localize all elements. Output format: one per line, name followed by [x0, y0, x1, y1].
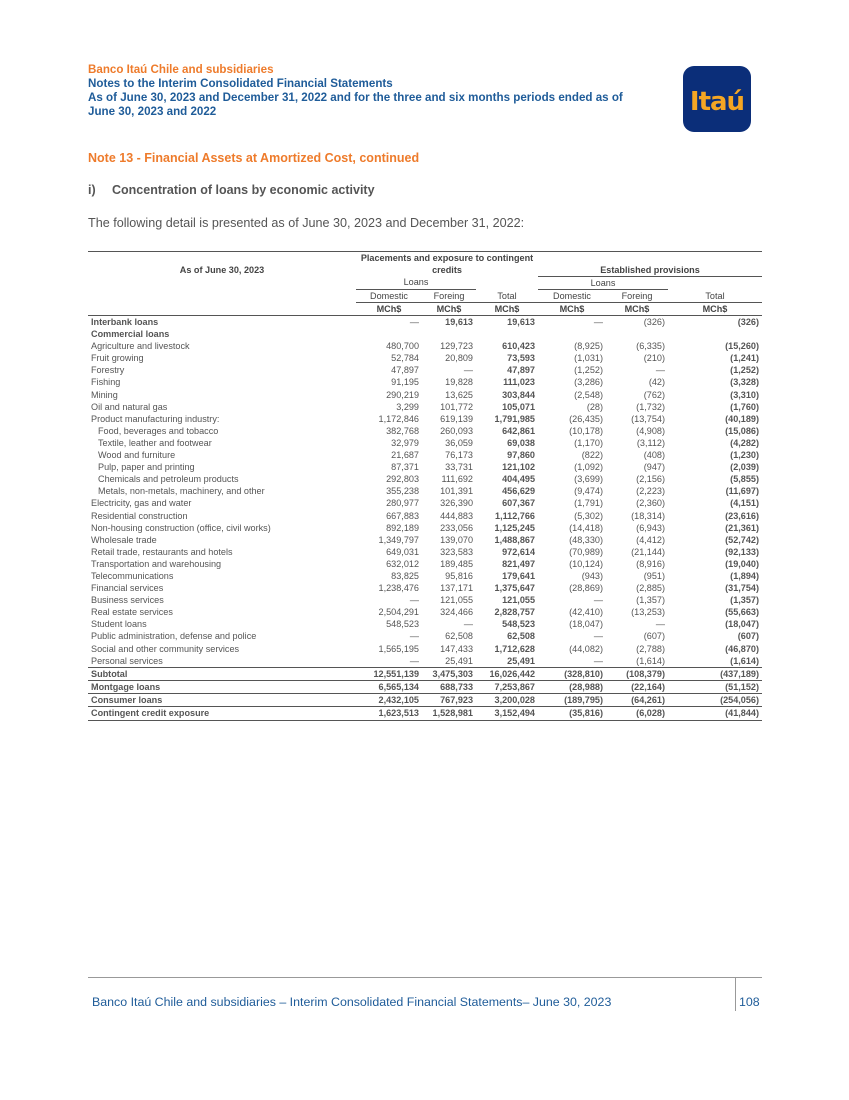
value-cell: (14,418)	[569, 522, 603, 533]
value-cell: —	[463, 365, 473, 376]
value-cell: 121,055	[502, 595, 535, 606]
unit-5: MCh$	[606, 303, 668, 316]
value-cell: (2,885)	[636, 583, 665, 594]
value-cell: 1,349,797	[378, 534, 419, 545]
row-label: Social and other community services	[91, 643, 240, 654]
value-cell: —	[409, 317, 419, 328]
commercial-header-row	[88, 329, 762, 341]
value-cell: (1,760)	[730, 401, 759, 412]
value-cell: (3,328)	[730, 377, 759, 388]
value-cell: 137,171	[440, 583, 473, 594]
value-cell: 7,253,867	[476, 681, 538, 694]
value-cell: 233,056	[440, 522, 473, 533]
commercial-row	[88, 425, 762, 437]
col-foreign: Foreing	[422, 290, 476, 303]
value-cell: (189,795)	[538, 694, 606, 707]
value-cell: (8,916)	[636, 558, 665, 569]
value-cell: —	[655, 365, 665, 376]
commercial-row	[88, 486, 762, 498]
value-cell: 21,687	[391, 450, 419, 461]
row-label: Wholesale trade	[91, 534, 157, 545]
row-label: Mining	[91, 389, 118, 400]
value-cell: (42)	[648, 377, 665, 388]
loans-subheading-2: Loans	[538, 277, 668, 290]
unit-6: MCh$	[668, 303, 762, 316]
value-cell: 62,508	[507, 631, 535, 642]
value-cell: (5,855)	[730, 474, 759, 485]
value-cell: (437,189)	[668, 668, 762, 681]
commercial-row	[88, 534, 762, 546]
unit-3: MCh$	[476, 303, 538, 316]
commercial-row	[88, 389, 762, 401]
section-number: i)	[88, 183, 96, 197]
value-cell: (2,223)	[636, 486, 665, 497]
commercial-row	[88, 607, 762, 619]
value-cell: (64,261)	[606, 694, 668, 707]
value-cell: 32,979	[391, 437, 419, 448]
value-cell: (607)	[643, 631, 665, 642]
value-cell: 767,923	[422, 694, 476, 707]
value-cell: 355,238	[386, 486, 419, 497]
commercial-row	[88, 631, 762, 643]
value-cell: 1,125,245	[494, 522, 535, 533]
commercial-row	[88, 353, 762, 365]
value-cell: 324,466	[440, 607, 473, 618]
value-cell: 33,731	[445, 462, 473, 473]
section-title-text: Concentration of loans by economic activity	[112, 183, 375, 197]
commercial-row	[88, 437, 762, 449]
unit-1: MCh$	[356, 303, 422, 316]
value-cell: (1,614)	[606, 655, 668, 668]
footer-text: Banco Itaú Chile and subsidiaries – Interim Consolidated Financial Statements– June 30, 2023	[92, 995, 612, 1009]
section-title	[88, 183, 375, 197]
commercial-row	[88, 558, 762, 570]
value-cell: (1,732)	[636, 401, 665, 412]
value-cell: (15,086)	[725, 425, 759, 436]
value-cell: 1,112,766	[495, 510, 535, 521]
value-cell: 280,977	[386, 498, 419, 509]
value-cell: (762)	[643, 389, 665, 400]
itau-logo	[683, 66, 751, 132]
value-cell: (10,178)	[569, 425, 603, 436]
value-cell: 91,195	[391, 377, 419, 388]
value-cell: 3,475,303	[422, 668, 476, 681]
row-label: Consumer loans	[88, 694, 356, 707]
commercial-row	[88, 655, 762, 668]
value-cell: 25,491	[422, 655, 476, 668]
row-label: Business services	[91, 595, 164, 606]
value-cell: (8,925)	[574, 341, 603, 352]
value-cell: (46,870)	[725, 643, 759, 654]
value-cell: (18,314)	[631, 510, 665, 521]
value-cell: (3,310)	[730, 389, 759, 400]
row-label: Oil and natural gas	[91, 401, 168, 412]
value-cell: (4,908)	[636, 425, 665, 436]
value-cell: (943)	[581, 570, 603, 581]
value-cell: 1,712,628	[494, 643, 535, 654]
row-label: Forestry	[91, 365, 125, 376]
contingent-row	[88, 707, 762, 720]
row-label: Interbank loans	[91, 317, 159, 328]
row-label: Real estate services	[91, 607, 173, 618]
value-cell: (35,816)	[538, 707, 606, 720]
subtotal-row	[88, 668, 762, 681]
value-cell: (19,040)	[725, 558, 759, 569]
value-cell: 19,828	[445, 377, 473, 388]
value-cell: 47,897	[391, 365, 419, 376]
commercial-row	[88, 570, 762, 582]
commercial-row	[88, 619, 762, 631]
value-cell: 292,803	[386, 474, 419, 485]
value-cell: 12,551,139	[356, 668, 422, 681]
mortgage-row	[88, 681, 762, 694]
value-cell: (1,031)	[574, 353, 603, 364]
col-total: Total	[476, 290, 538, 303]
value-cell: 13,625	[445, 389, 473, 400]
value-cell: 111,692	[441, 474, 473, 485]
value-cell: 326,390	[440, 498, 473, 509]
value-cell: (408)	[643, 450, 665, 461]
value-cell: (2,548)	[574, 389, 603, 400]
row-label: Electricity, gas and water	[91, 498, 192, 509]
commercial-row	[88, 450, 762, 462]
row-label: Residential construction	[91, 510, 188, 521]
value-cell: 139,070	[440, 534, 473, 545]
commercial-row	[88, 546, 762, 558]
row-label: Fruit growing	[91, 353, 144, 364]
note-title: Note 13 - Financial Assets at Amortized Cost, continued	[88, 151, 420, 165]
value-cell: 121,055	[440, 595, 473, 606]
value-cell: 189,485	[440, 558, 473, 569]
value-cell: 548,523	[386, 619, 419, 630]
value-cell: 303,844	[502, 389, 535, 400]
row-label: Student loans	[91, 619, 147, 630]
value-cell: 147,433	[440, 643, 473, 654]
value-cell: 20,809	[445, 353, 473, 364]
value-cell: 1,375,647	[494, 583, 535, 594]
value-cell: 101,391	[440, 486, 473, 497]
value-cell: —	[463, 619, 473, 630]
value-cell: 1,488,867	[494, 534, 535, 545]
value-cell: 404,495	[502, 474, 535, 485]
value-cell: 1,565,195	[378, 643, 419, 654]
value-cell: (1,252)	[574, 365, 603, 376]
value-cell: (28,869)	[569, 583, 603, 594]
value-cell: 456,629	[502, 486, 535, 497]
value-cell: 1,528,981	[422, 707, 476, 720]
value-cell: (4,412)	[636, 534, 665, 545]
value-cell: 52,784	[391, 353, 419, 364]
value-cell: (2,788)	[636, 643, 665, 654]
row-label: Transportation and warehousing	[91, 558, 222, 569]
value-cell: 607,367	[502, 498, 535, 509]
row-label: Product manufacturing industry:	[91, 413, 220, 424]
value-cell: (1,092)	[574, 462, 603, 473]
value-cell: 972,614	[502, 546, 535, 557]
value-cell: (48,330)	[569, 534, 603, 545]
value-cell: 619,139	[440, 413, 473, 424]
corner-label: As of June 30, 2023	[179, 265, 265, 276]
value-cell: 323,583	[440, 546, 473, 557]
commercial-row	[88, 401, 762, 413]
value-cell: (11,697)	[725, 486, 759, 497]
value-cell: 62,508	[445, 631, 473, 642]
value-cell: (1,230)	[730, 450, 759, 461]
value-cell: (44,082)	[569, 643, 603, 654]
value-cell: (5,302)	[574, 510, 603, 521]
intro-paragraph: The following detail is presented as of June 30, 2023 and December 31, 2022:	[88, 216, 525, 230]
commercial-row	[88, 643, 762, 655]
commercial-row	[88, 522, 762, 534]
value-cell: 290,219	[386, 389, 419, 400]
value-cell: 69,038	[507, 437, 535, 448]
value-cell: (10,124)	[569, 558, 603, 569]
value-cell: 83,825	[391, 570, 419, 581]
value-cell: (6,028)	[606, 707, 668, 720]
value-cell: (52,742)	[725, 534, 759, 545]
document-header	[88, 63, 673, 119]
value-cell: (1,170)	[574, 437, 603, 448]
value-cell: 642,861	[502, 425, 535, 436]
value-cell: (1,357)	[730, 595, 759, 606]
col-prov-total: Total	[668, 290, 762, 303]
value-cell: 1,238,476	[378, 583, 419, 594]
value-cell: (15,260)	[725, 341, 759, 352]
row-label: Textile, leather and footwear	[98, 437, 212, 448]
value-cell: (41,844)	[668, 707, 762, 720]
footer-divider	[735, 977, 736, 1011]
row-label: Public administration, defense and police	[91, 631, 257, 642]
value-cell: (4,282)	[730, 437, 759, 448]
value-cell: 19,613	[507, 317, 535, 328]
commercial-row	[88, 341, 762, 353]
value-cell: 260,093	[440, 425, 473, 436]
commercial-row	[88, 498, 762, 510]
value-cell: 1,623,513	[356, 707, 422, 720]
row-label: Fishing	[91, 377, 121, 388]
value-cell: 179,641	[502, 570, 535, 581]
value-cell: 121,102	[502, 462, 535, 473]
value-cell: (92,133)	[725, 546, 759, 557]
value-cell: (108,379)	[606, 668, 668, 681]
value-cell: (21,144)	[631, 546, 665, 557]
value-cell: 3,152,494	[476, 707, 538, 720]
value-cell: (951)	[643, 570, 665, 581]
value-cell: (9,474)	[574, 486, 603, 497]
value-cell: 548,523	[502, 619, 535, 630]
value-cell: (51,152)	[668, 681, 762, 694]
value-cell: 19,613	[445, 317, 473, 328]
value-cell: —	[356, 655, 422, 668]
value-cell: (1,791)	[574, 498, 603, 509]
group2-heading: Established provisions	[538, 264, 762, 277]
value-cell: 101,772	[440, 401, 473, 412]
value-cell: (326)	[737, 317, 759, 328]
value-cell: —	[538, 655, 606, 668]
value-cell: (13,253)	[631, 607, 665, 618]
value-cell: (22,164)	[606, 681, 668, 694]
row-label: Commercial loans	[91, 329, 170, 340]
row-label: Wood and furniture	[98, 450, 176, 461]
value-cell: 480,700	[386, 341, 419, 352]
commercial-row	[88, 377, 762, 389]
commercial-row	[88, 413, 762, 425]
group1-heading-line2: credits	[432, 264, 462, 275]
value-cell: 649,031	[386, 546, 419, 557]
value-cell: 382,768	[386, 425, 419, 436]
value-cell: (31,754)	[725, 583, 759, 594]
row-label: Pulp, paper and printing	[98, 462, 195, 473]
col-prov-domestic: Domestic	[538, 290, 606, 303]
value-cell: 3,299	[396, 401, 419, 412]
commercial-row	[88, 462, 762, 474]
value-cell: 16,026,442	[476, 668, 538, 681]
header-line-2: As of June 30, 2023 and December 31, 2022 and for the three and six months periods ended as of	[88, 91, 623, 104]
value-cell: (1,894)	[730, 570, 759, 581]
value-cell: —	[593, 595, 603, 606]
value-cell: (1,252)	[730, 365, 759, 376]
value-cell: 25,491	[476, 655, 538, 668]
value-cell: 2,432,105	[356, 694, 422, 707]
value-cell: 76,173	[445, 450, 473, 461]
row-label: Contingent credit exposure	[88, 707, 356, 720]
value-cell: 1,172,846	[378, 413, 419, 424]
row-label: Telecommunications	[91, 570, 174, 581]
value-cell: (822)	[581, 450, 603, 461]
value-cell: (18,047)	[569, 619, 603, 630]
value-cell: (1,357)	[636, 595, 665, 606]
value-cell: (42,410)	[569, 607, 603, 618]
value-cell: 444,883	[440, 510, 473, 521]
value-cell: 2,828,757	[494, 607, 535, 618]
value-cell: (18,047)	[725, 619, 759, 630]
value-cell: (28)	[586, 401, 603, 412]
unit-4: MCh$	[538, 303, 606, 316]
value-cell: —	[409, 595, 419, 606]
value-cell: (1,241)	[730, 353, 759, 364]
row-label: Financial services	[91, 583, 164, 594]
value-cell: 111,023	[503, 377, 535, 388]
value-cell: (326)	[643, 317, 665, 328]
header-line-1: Notes to the Interim Consolidated Financial Statements	[88, 77, 393, 90]
row-label: Non-housing construction (office, civil works)	[91, 522, 271, 533]
value-cell: (6,943)	[636, 522, 665, 533]
value-cell: 688,733	[422, 681, 476, 694]
page-number: 108	[739, 995, 760, 1009]
header-line-3: June 30, 2023 and 2022	[88, 105, 217, 118]
value-cell: (55,663)	[725, 607, 759, 618]
row-label: Montgage loans	[88, 681, 356, 694]
commercial-row	[88, 510, 762, 522]
header-org: Banco Itaú Chile and subsidiaries	[88, 63, 274, 76]
value-cell: 667,883	[386, 510, 419, 521]
unit-2: MCh$	[422, 303, 476, 316]
value-cell: 3,200,028	[476, 694, 538, 707]
footer-rule	[88, 977, 762, 978]
row-label: Agriculture and livestock	[91, 341, 190, 352]
commercial-row	[88, 365, 762, 377]
value-cell: 73,593	[507, 353, 535, 364]
row-label: Chemicals and petroleum products	[98, 474, 239, 485]
loans-subheading-1: Loans	[356, 277, 476, 290]
value-cell: (28,988)	[538, 681, 606, 694]
value-cell: 821,497	[502, 558, 535, 569]
value-cell: (210)	[643, 353, 665, 364]
value-cell: (3,286)	[574, 377, 603, 388]
commercial-row	[88, 583, 762, 595]
value-cell: 892,189	[386, 522, 419, 533]
value-cell: (1,614)	[668, 655, 762, 668]
value-cell: (2,360)	[636, 498, 665, 509]
value-cell: 610,423	[502, 341, 535, 352]
value-cell: 2,504,291	[378, 607, 419, 618]
value-cell: —	[655, 619, 665, 630]
row-label: Personal services	[88, 655, 356, 668]
value-cell: 632,012	[386, 558, 419, 569]
commercial-row	[88, 595, 762, 607]
value-cell: (6,335)	[636, 341, 665, 352]
value-cell: (13,754)	[631, 413, 665, 424]
value-cell: 105,071	[502, 401, 535, 412]
value-cell: (254,056)	[668, 694, 762, 707]
value-cell: 129,723	[440, 341, 473, 352]
value-cell: 87,371	[391, 462, 419, 473]
value-cell: —	[593, 317, 603, 328]
value-cell: (3,112)	[636, 437, 665, 448]
commercial-row	[88, 474, 762, 486]
value-cell: 97,860	[507, 450, 535, 461]
value-cell: (23,616)	[725, 510, 759, 521]
loans-concentration-table	[88, 251, 762, 721]
value-cell: (328,810)	[538, 668, 606, 681]
value-cell: (947)	[643, 462, 665, 473]
value-cell: —	[593, 631, 603, 642]
row-label: Subtotal	[88, 668, 356, 681]
value-cell: 47,897	[507, 365, 535, 376]
value-cell: (3,699)	[574, 474, 603, 485]
value-cell: (21,361)	[725, 522, 759, 533]
value-cell: (2,039)	[730, 462, 759, 473]
value-cell: (70,989)	[569, 546, 603, 557]
row-label: Metals, non-metals, machinery, and other	[98, 486, 265, 497]
row-label: Retail trade, restaurants and hotels	[91, 546, 233, 557]
value-cell: (2,156)	[636, 474, 665, 485]
group1-heading-line1: Placements and exposure to contingent	[360, 252, 534, 263]
value-cell: (26,435)	[569, 413, 603, 424]
value-cell: (607)	[737, 631, 759, 642]
value-cell: (4,151)	[730, 498, 759, 509]
value-cell: 6,565,134	[356, 681, 422, 694]
value-cell: (40,189)	[725, 413, 759, 424]
consumer-row	[88, 694, 762, 707]
col-prov-foreign: Foreing	[606, 290, 668, 303]
value-cell: —	[409, 631, 419, 642]
interbank-row	[88, 316, 762, 329]
col-domestic: Domestic	[356, 290, 422, 303]
value-cell: 1,791,985	[494, 413, 535, 424]
logo-text: Itaú	[689, 87, 745, 117]
value-cell: 36,059	[445, 437, 473, 448]
row-label: Food, beverages and tobacco	[98, 425, 219, 436]
value-cell: 95,816	[445, 570, 473, 581]
